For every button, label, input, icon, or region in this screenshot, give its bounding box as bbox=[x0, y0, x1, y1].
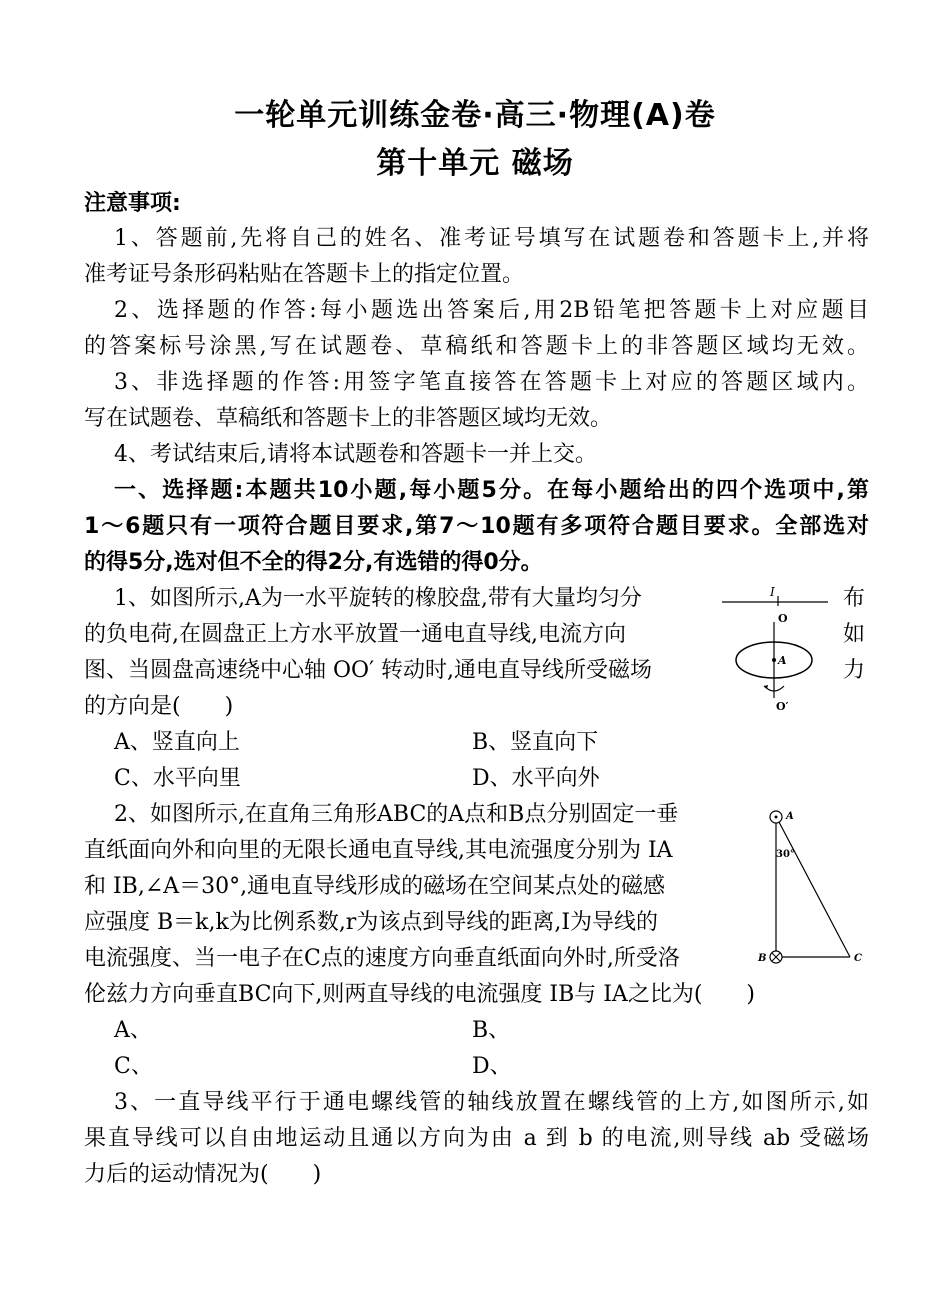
notice-heading: 注意事项: bbox=[84, 191, 181, 216]
q1-text: 1、如图所示,A为一水平旋转的橡胶盘,带有大量均匀分 bbox=[114, 586, 642, 611]
notice-line: 的答案标号涂黑,写在试题卷、草稿纸和答题卡上的非答题区域均无效。 bbox=[84, 334, 869, 359]
q1-wrap-word: 力 bbox=[843, 658, 866, 683]
angle-label: 30° bbox=[776, 849, 795, 860]
q1-option-a: A、竖直向上 bbox=[114, 730, 240, 755]
label-A: A bbox=[778, 654, 787, 667]
notice-line: 2、选择题的作答:每小题选出答案后,用2B铅笔把答题卡上对应题目 bbox=[114, 298, 869, 323]
q2-text: 直纸面向外和向里的无限长通电直导线,其电流强度分别为 IA bbox=[84, 838, 673, 863]
q1-option-b: B、竖直向下 bbox=[472, 730, 599, 755]
q1-text: 的负电荷,在圆盘正上方水平放置一通电直导线,电流方向 bbox=[84, 622, 626, 647]
q1-option-d: D、水平向外 bbox=[472, 766, 600, 791]
page-subtitle: 第十单元 磁场 bbox=[376, 146, 574, 181]
disc-center-dot bbox=[772, 658, 776, 662]
q2-text: 2、如图所示,在直角三角形ABC的A点和B点分别固定一垂 bbox=[114, 802, 679, 827]
section-instruction: 1～6题只有一项符合题目要求,第7～10题有多项符合题目要求。全部选对 bbox=[84, 514, 869, 539]
label-B: B bbox=[758, 953, 767, 964]
section-instruction: 的得5分,选对但不全的得2分,有选错的得0分。 bbox=[84, 550, 543, 575]
label-C: C bbox=[854, 953, 862, 964]
q2-figure bbox=[758, 805, 868, 965]
side-AC bbox=[779, 822, 850, 957]
q1-text: 图、当圆盘高速绕中心轴 OO′ 转动时,通电直导线所受磁场 bbox=[84, 658, 653, 683]
notice-line: 3、非选择题的作答:用签字笔直接答在答题卡上对应的答题区域内。 bbox=[114, 370, 869, 395]
section-instruction: 一、选择题:本题共10小题,每小题5分。在每小题给出的四个选项中,第 bbox=[114, 478, 869, 503]
q2-text: 伦兹力方向垂直BC向下,则两直导线的电流强度 IB与 IA之比为( ) bbox=[84, 982, 755, 1007]
page-title: 一轮单元训练金卷·高三·物理(A)卷 bbox=[234, 98, 716, 133]
notice-line: 4、考试结束后,请将本试题卷和答题卡一并上交。 bbox=[114, 442, 597, 467]
q1-text: 的方向是( ) bbox=[84, 694, 234, 719]
label-A: A bbox=[786, 811, 794, 822]
q2-option-d: D、 bbox=[472, 1054, 512, 1079]
notice-line: 准考证号条形码粘贴在答题卡上的指定位置。 bbox=[84, 262, 525, 287]
notice-line: 1、答题前,先将自己的姓名、准考证号填写在试题卷和答题卡上,并将 bbox=[114, 226, 869, 251]
q3-text: 3、一直导线平行于通电螺线管的轴线放置在螺线管的上方,如图所示,如 bbox=[114, 1090, 869, 1115]
label-I: I bbox=[770, 585, 775, 599]
q2-option-a: A、 bbox=[114, 1018, 152, 1043]
q1-wrap-word: 布 bbox=[843, 586, 866, 611]
label-O: O bbox=[778, 612, 788, 625]
q1-wrap-word: 如 bbox=[843, 622, 866, 647]
q2-option-b: B、 bbox=[472, 1018, 511, 1043]
q1-option-c: C、水平向里 bbox=[114, 766, 241, 791]
label-O-prime: O′ bbox=[776, 700, 789, 713]
q2-text: 应强度 B＝k,k为比例系数,r为该点到导线的距离,I为导线的 bbox=[84, 910, 659, 935]
q3-text: 力后的运动情况为( ) bbox=[84, 1162, 322, 1187]
q2-text: 和 IB,∠A＝30°,通电直导线形成的磁场在空间某点处的磁感 bbox=[84, 874, 666, 899]
q2-text: 电流强度、当一电子在C点的速度方向垂直纸面向外时,所受洛 bbox=[84, 946, 680, 971]
q1-figure bbox=[720, 580, 840, 713]
q2-option-c: C、 bbox=[114, 1054, 153, 1079]
q3-text: 果直导线可以自由地运动且通以方向为由 a 到 b 的电流,则导线 ab 受磁场 bbox=[84, 1126, 869, 1151]
notice-line: 写在试题卷、草稿纸和答题卡上的非答题区域均无效。 bbox=[84, 406, 613, 431]
